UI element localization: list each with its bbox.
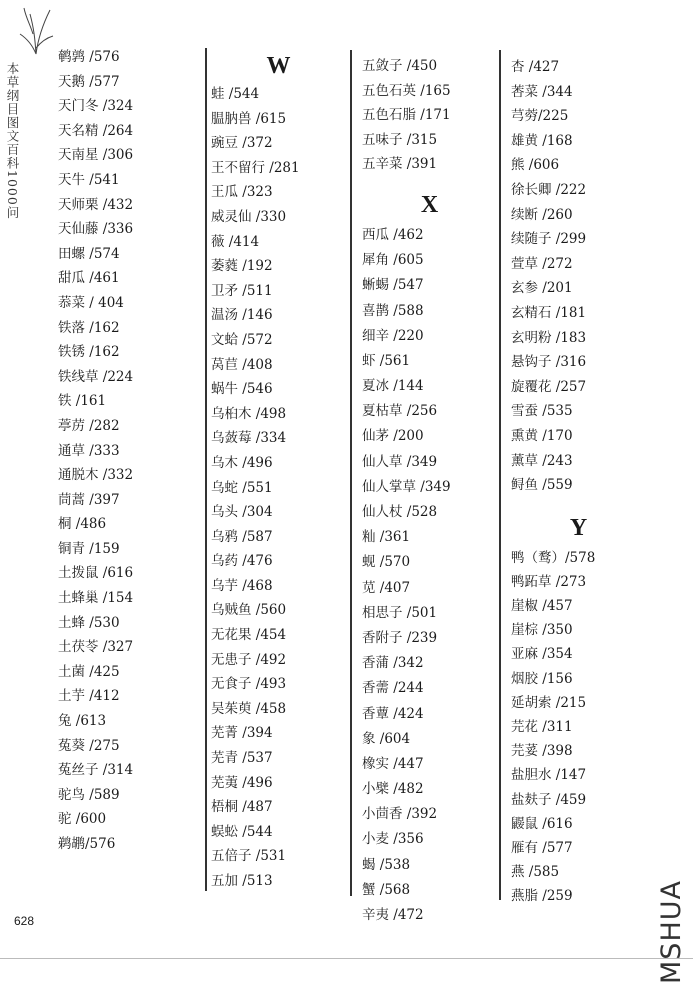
index-entry: 香薷 /244 [362,680,424,697]
index-entry: 无患子 /492 [211,651,287,668]
index-entry: 悬钩子 /316 [511,354,587,371]
index-entry: 芫荽 /398 [511,743,573,760]
index-entry: 香蒲 /342 [362,655,424,672]
index-entry: 乌鸦 /587 [211,528,273,545]
index-entry: 辛夷 /472 [362,907,424,924]
index-entry: 象 /604 [362,730,411,747]
section-letter-heading: Y [569,514,588,541]
index-entry: 通草 /333 [58,442,120,459]
index-entry: 小麦 /356 [362,831,424,848]
index-entry: 小茴香 /392 [362,806,438,823]
index-entry: 五味子 /315 [362,131,438,148]
index-entry: 薰草 /243 [511,452,573,469]
index-entry: 乌贼鱼 /560 [211,602,287,619]
section-letter-heading: X [420,191,439,218]
index-entry: 铜青 /159 [58,540,120,557]
index-entry: 天牛 /541 [58,171,120,188]
index-entry: 鼹鼠 /616 [511,815,573,832]
index-entry: 崖椒 /457 [511,598,573,615]
index-entry: 五倍子 /531 [211,848,287,865]
index-entry: 鹈鹕/576 [58,836,116,852]
index-column-4 [511,55,646,909]
page-number: 628 [14,914,35,928]
index-entry: 苋 /407 [362,579,411,596]
index-entry: 仙人杖 /528 [362,504,438,521]
index-entry: 雁有 /577 [511,839,573,856]
index-entry: 梧桐 /487 [211,799,273,816]
index-entry: 五色石脂 /171 [362,107,451,124]
index-entry: 铁 /161 [58,393,107,410]
index-entry: 天名精 /264 [58,122,134,139]
column-divider [499,50,501,900]
index-entry: 蝎 /538 [362,856,411,873]
index-entry: 蜈蚣 /544 [211,823,273,840]
index-entry: 菟葵 /275 [58,737,120,754]
index-entry: 玄明粉 /183 [511,329,587,346]
index-entry: 西瓜 /462 [362,226,424,243]
index-entry: 亚麻 /354 [511,646,573,663]
index-entry: 籼 /361 [362,529,411,546]
index-entry: 蟹 /568 [362,881,411,898]
index-entry: 无食子 /493 [211,676,287,693]
index-entry: 细辛 /220 [362,327,424,344]
index-entry: 土拨鼠 /616 [58,565,134,582]
index-entry: 豌豆 /372 [211,135,273,152]
watermark: MSHUA [656,880,687,984]
index-entry: 鸭（鹜）/578 [511,549,596,566]
index-column-1 [58,45,198,857]
index-entry: 乌蛇 /551 [211,479,273,496]
index-entry: 土蜂 /530 [58,614,120,631]
index-entry: 相思子 /501 [362,604,438,621]
index-entry: 仙茅 /200 [362,428,424,445]
index-entry: 盐胆水 /147 [511,767,587,784]
index-entry: 兔 /613 [58,713,107,730]
index-entry: 橡实 /447 [362,755,424,772]
index-column-3 [362,54,497,928]
book-title: 本草纲目图文百科1000问 [5,62,20,220]
index-entry: 萱草 /272 [511,255,573,272]
index-entry: 烟胶 /156 [511,670,573,687]
index-entry: 五加 /513 [211,873,273,889]
index-entry: 驼鸟 /589 [58,786,120,803]
column-divider [205,48,207,891]
index-entry: 五色石英 /165 [362,82,451,99]
index-entry: 犀角 /605 [362,252,424,269]
index-entry: 乌药 /476 [211,553,273,570]
index-entry: 腽肭兽 /615 [211,110,287,127]
index-entry: 土茯苓 /327 [58,639,134,656]
section-letter-heading: W [266,53,291,79]
index-entry: 无花果 /454 [211,627,287,644]
index-entry: 雄黄 /168 [511,132,573,149]
index-entry: 卫矛 /511 [211,282,273,299]
index-entry: 天南星 /306 [58,147,134,164]
index-entry: 徐长卿 /222 [511,181,587,198]
index-entry: 莕菜 /344 [511,83,573,100]
index-entry: 乌芋 /468 [211,577,273,594]
index-entry: 燕脂 /259 [511,888,573,905]
index-entry: 崖棕 /350 [511,622,573,639]
index-entry: 小檗 /482 [362,781,424,798]
index-entry: 铁锈 /162 [58,344,120,361]
index-entry: 茼蒿 /397 [58,491,120,508]
index-entry: 虾 /561 [362,352,411,369]
index-entry: 蜗牛 /546 [211,381,273,398]
index-entry: 王不留行 /281 [211,159,300,176]
index-entry: 菾菜 / 404 [58,294,124,311]
index-entry: 五敛子 /450 [362,58,438,74]
index-entry: 莴苣 /408 [211,356,273,373]
index-entry: 玄参 /201 [511,280,573,297]
index-entry: 芜菁 /394 [211,725,273,742]
index-entry: 鲟鱼 /559 [511,477,573,494]
index-entry: 吴茱萸 /458 [211,700,287,717]
index-entry: 土蜂巢 /154 [58,590,134,607]
index-entry: 驼 /600 [58,811,107,828]
index-entry: 杏 /427 [511,59,560,75]
index-entry: 王瓜 /323 [211,184,273,201]
index-entry: 薇 /414 [211,233,260,250]
index-entry: 葶苈 /282 [58,417,120,434]
index-entry: 田螺 /574 [58,245,120,262]
index-entry: 温汤 /146 [211,307,273,324]
index-entry: 乌桕木 /498 [211,405,287,422]
index-entry: 天门冬 /324 [58,98,134,115]
index-column-2 [211,50,346,894]
index-entry: 蜥蜴 /547 [362,277,424,294]
column-divider [350,50,352,896]
index-entry: 续断 /260 [511,206,573,223]
index-entry: 五辛菜 /391 [362,156,438,173]
plant-logo-icon [16,4,56,56]
index-entry: 蛙 /544 [211,86,260,102]
index-entry: 威灵仙 /330 [211,208,287,225]
index-entry: 熏黄 /170 [511,427,573,444]
index-entry: 芜青 /537 [211,750,273,767]
index-entry: 铁线草 /224 [58,368,134,385]
index-entry: 乌头 /304 [211,504,273,521]
footer-divider [0,958,693,959]
index-entry: 蚬 /570 [362,554,411,571]
index-entry: 玄精石 /181 [511,304,587,321]
index-entry: 芎䓖/225 [511,108,569,125]
index-entry: 雪蚕 /535 [511,403,573,420]
index-entry: 鸭跖草 /273 [511,573,587,590]
index-entry: 喜鹊 /588 [362,302,424,319]
index-entry: 盐麸子 /459 [511,791,587,808]
index-entry: 香蕈 /424 [362,705,424,722]
index-entry: 铁落 /162 [58,319,120,336]
index-entry: 燕 /585 [511,864,560,881]
index-entry: 土芋 /412 [58,688,120,705]
index-entry: 熊 /606 [511,157,560,174]
index-entry: 文蛤 /572 [211,331,273,348]
index-entry: 天师栗 /432 [58,196,134,213]
index-entry: 鹌鹑 /576 [58,49,120,65]
index-entry: 甜瓜 /461 [58,270,120,287]
index-entry: 旋覆花 /257 [511,378,587,395]
index-entry: 菟丝子 /314 [58,762,134,779]
index-entry: 乌木 /496 [211,454,273,471]
index-entry: 芜荑 /496 [211,774,273,791]
index-entry: 续随子 /299 [511,231,587,248]
index-entry: 夏冰 /144 [362,378,424,395]
index-entry: 仙人草 /349 [362,453,438,470]
index-entry: 桐 /486 [58,516,107,533]
index-entry: 延胡索 /215 [511,694,587,711]
index-entry: 天鹅 /577 [58,73,120,90]
index-entry: 夏枯草 /256 [362,403,438,420]
index-entry: 芫花 /311 [511,719,573,735]
index-entry: 土菌 /425 [58,663,120,680]
index-entry: 萎蕤 /192 [211,258,273,275]
index-entry: 香附子 /239 [362,629,438,646]
index-entry: 仙人掌草 /349 [362,478,451,495]
index-entry: 通脱木 /332 [58,467,134,484]
index-entry: 天仙藤 /336 [58,221,134,238]
index-entry: 乌蔹莓 /334 [211,430,287,447]
